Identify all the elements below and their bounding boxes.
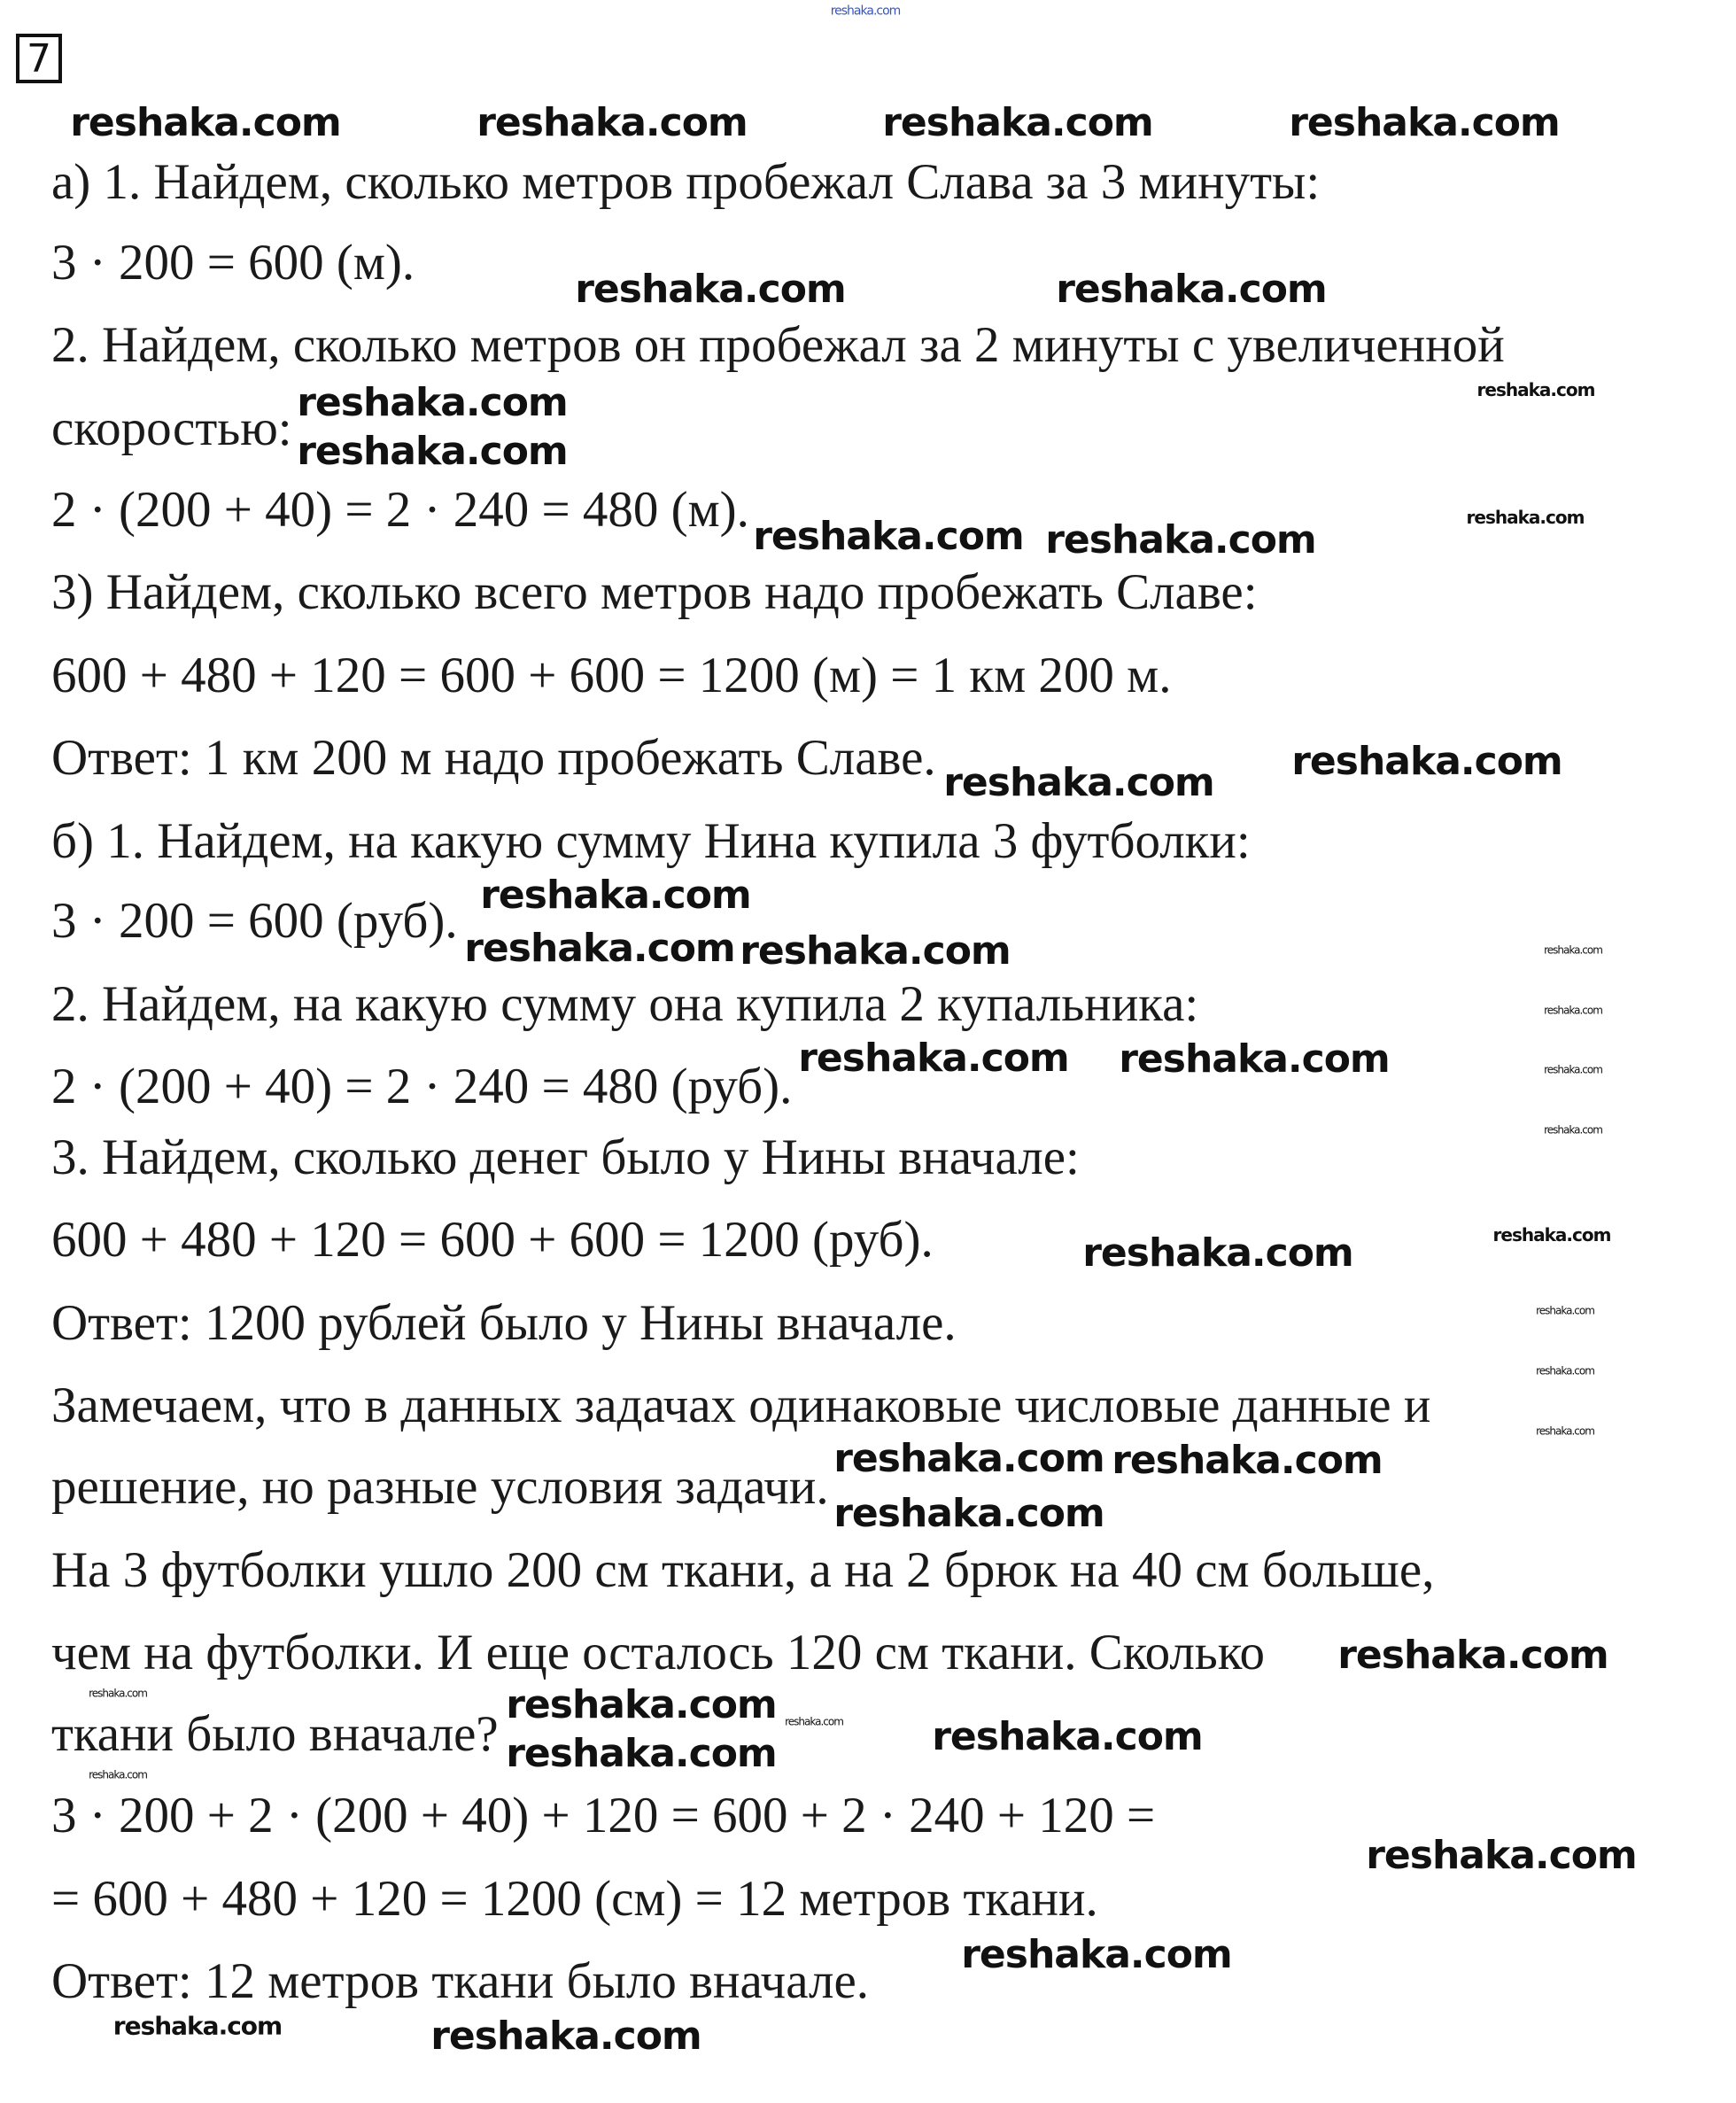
watermark: reshaka.com (1466, 507, 1585, 528)
watermark: reshaka.com (112, 2011, 283, 2041)
text-line: 3 · 200 + 2 · (200 + 40) + 120 = 600 + 2 · 240 + 120 = (51, 1788, 1156, 1843)
text-line: решение, но разные условия задачи. (51, 1459, 829, 1515)
watermark: reshaka.com (1112, 1437, 1383, 1483)
watermark: reshaka.com (70, 99, 341, 145)
watermark: reshaka.com (961, 1931, 1232, 1977)
watermark: reshaka.com (89, 1687, 147, 1700)
watermark: reshaka.com (830, 4, 901, 19)
text-line: ткани было вначале? (51, 1706, 499, 1762)
watermark: reshaka.com (1291, 738, 1562, 784)
watermark: reshaka.com (1492, 1224, 1611, 1246)
watermark: reshaka.com (477, 99, 748, 145)
watermark: reshaka.com (506, 1730, 777, 1776)
watermark: reshaka.com (943, 759, 1214, 805)
watermark: reshaka.com (480, 872, 751, 918)
text-line: Замечаем, что в данных задачах одинаковые числовые данные и (51, 1377, 1431, 1433)
watermark: reshaka.com (1366, 1832, 1637, 1878)
text-line: 2. Найдем, на какую сумму она купила 2 купальника: (51, 976, 1199, 1032)
watermark: reshaka.com (506, 1681, 777, 1727)
watermark: reshaka.com (798, 1035, 1069, 1081)
watermark: reshaka.com (1544, 1123, 1602, 1137)
watermark: reshaka.com (1544, 1063, 1602, 1076)
text-line: Ответ: 12 метров ткани было вначале. (51, 1953, 870, 2009)
watermark: reshaka.com (575, 266, 846, 312)
watermark: reshaka.com (785, 1715, 843, 1728)
text-line: 2 · (200 + 40) = 2 · 240 = 480 (м). (51, 482, 749, 538)
text-line: 3 · 200 = 600 (руб). (51, 893, 458, 949)
watermark: reshaka.com (753, 513, 1024, 559)
text-line: 2 · (200 + 40) = 2 · 240 = 480 (руб). (51, 1059, 793, 1114)
watermark: reshaka.com (1476, 379, 1595, 400)
watermark: reshaka.com (1544, 1004, 1602, 1017)
text-line: Ответ: 1 км 200 м надо пробежать Славе. (51, 730, 936, 786)
text-line: 3 · 200 = 600 (м). (51, 235, 415, 291)
watermark: reshaka.com (1536, 1424, 1594, 1438)
text-line: скоростью: (51, 400, 292, 456)
text-line: Ответ: 1200 рублей было у Нины вначале. (51, 1295, 957, 1351)
watermark: reshaka.com (1289, 99, 1560, 145)
problem-number: 7 (16, 34, 62, 83)
watermark: reshaka.com (1119, 1036, 1390, 1082)
watermark: reshaka.com (1056, 266, 1327, 312)
text-line: 600 + 480 + 120 = 600 + 600 = 1200 (м) = 1 км 200 м. (51, 648, 1172, 703)
watermark: reshaka.com (833, 1435, 1104, 1481)
watermark: reshaka.com (464, 925, 735, 971)
text-line: 3) Найдем, сколько всего метров надо пробежать Славе: (51, 564, 1258, 620)
watermark: reshaka.com (1045, 516, 1316, 563)
text-line: 600 + 480 + 120 = 600 + 600 = 1200 (руб). (51, 1212, 934, 1268)
text-line: 2. Найдем, сколько метров он пробежал за 2 минуты с увеличенной (51, 317, 1505, 373)
watermark: reshaka.com (297, 428, 568, 474)
text-line: 3. Найдем, сколько денег было у Нины вначале: (51, 1129, 1080, 1185)
watermark: reshaka.com (297, 379, 568, 425)
watermark: reshaka.com (740, 927, 1011, 974)
watermark: reshaka.com (89, 1768, 147, 1781)
watermark: reshaka.com (1337, 1632, 1608, 1678)
watermark: reshaka.com (1536, 1304, 1594, 1317)
watermark: reshaka.com (430, 2013, 701, 2059)
watermark: reshaka.com (1536, 1364, 1594, 1377)
watermark: reshaka.com (932, 1713, 1203, 1759)
text-line: На 3 футболки ушло 200 см ткани, а на 2 брюк на 40 см больше, (51, 1542, 1435, 1598)
watermark: reshaka.com (1544, 943, 1602, 957)
watermark: reshaka.com (833, 1490, 1104, 1536)
watermark: reshaka.com (1082, 1230, 1353, 1276)
watermark: reshaka.com (882, 99, 1153, 145)
text-line: б) 1. Найдем, на какую сумму Нина купила 3 футболки: (51, 813, 1251, 869)
text-line: = 600 + 480 + 120 = 1200 (см) = 12 метров ткани. (51, 1871, 1098, 1927)
text-line: а) 1. Найдем, сколько метров пробежал Слава за 3 минуты: (51, 154, 1321, 210)
text-line: чем на футболки. И еще осталось 120 см ткани. Сколько (51, 1625, 1266, 1680)
